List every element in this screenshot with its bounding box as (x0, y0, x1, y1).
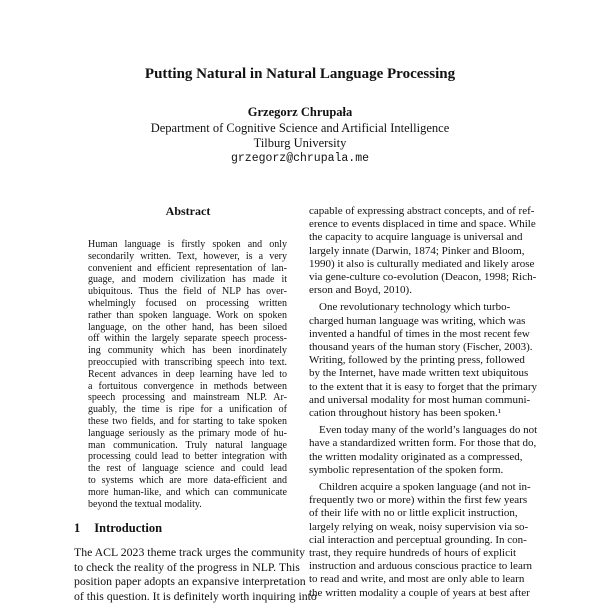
text-line: symbolic representation of the spoken form. (309, 463, 504, 476)
text-line: convenient and efficient representation of lan- (88, 262, 287, 274)
text-line: language seriously as the primary mode of hu- (88, 427, 287, 439)
abstract-heading: Abstract (165, 204, 211, 218)
text-line: and universal modality for most human communi- (309, 393, 531, 406)
text-line: to read and write, and most are only able to learn (309, 573, 525, 586)
intro-heading (74, 521, 176, 536)
author-university: Tilburg University (253, 136, 347, 150)
text-line: have a standardized written form. For those that do, (309, 437, 537, 450)
text-line: Human language is firstly spoken and only (88, 239, 287, 250)
text-line: the written modality a couple of years at best after (309, 586, 530, 599)
text-line: a fortuitous convergence in methods between (88, 380, 287, 392)
text-line: whelmingly focused on processing written (88, 297, 287, 309)
author-name: Grzegorz Chrupała (247, 105, 353, 119)
text-line: thousand years of the human story (Fischer, 2003). (309, 341, 533, 354)
text-line: erence to events displaced in time and space. While (309, 218, 536, 231)
text-line: instruction and arduous conscious practice to learn (309, 560, 532, 573)
author-email[interactable]: grzegorz@chrupala.me (230, 152, 370, 165)
text-line: of this question. It is definitely worth inquiring into (74, 588, 317, 603)
text-line: the capacity to acquire language is universal and (309, 231, 523, 244)
text-line: cation throughout history has been spoken.¹ (309, 407, 502, 420)
text-line: charged human language was writing, which was (309, 314, 526, 327)
text-line: speech processing and mainstream NLP. Ar- (88, 392, 287, 404)
text-line: Even today many of the world’s languages do not (319, 424, 538, 437)
text-line: Recent advances in deep learning have led to (88, 368, 287, 380)
text-line: guage, and modern civilization has made it (88, 274, 287, 286)
text-line: rather than spoken language. Work on spoken (88, 309, 287, 321)
text-line: 1990) it also is culturally mediated and likely arose (309, 257, 535, 270)
text-line: preoccupied with transcribing speech into text. (88, 356, 287, 368)
text-line: The ACL 2023 theme track urges the community (74, 545, 305, 559)
text-line: language, on the other hand, has been siloed (88, 321, 287, 333)
author-department: Department of Cognitive Science and Artificial Intelligence (150, 121, 450, 135)
text-line: off within the largely separate speech process- (88, 333, 287, 345)
text-line: ubiquitous. Thus the field of NLP has over- (88, 286, 287, 298)
abstract-body (88, 239, 287, 510)
intro-body (74, 545, 317, 603)
text-line: Children acquire a spoken language (and not in- (319, 481, 531, 494)
paragraph (309, 301, 537, 420)
text-line: man communication. Truly natural language (88, 439, 287, 451)
text-line: of their life with no or little explicit instruction, (309, 507, 518, 520)
text-line: by the Internet, have made written text ubiquitous (309, 367, 529, 380)
text-line: more human-like, and which can communicate (88, 486, 287, 498)
text-line: One revolutionary technology which turbo- (319, 301, 511, 314)
text-line: Writing, followed by the printing press, followed (309, 354, 525, 367)
text-line: ing community which has been inordinately (88, 345, 287, 357)
text-line: to the extent that it is easy to forget that the primary (309, 380, 537, 393)
section-title: Introduction (94, 521, 163, 535)
text-line: these two fields, and for starting to take spoken (88, 415, 287, 427)
text-line: the written modality originated as a compressed, (309, 450, 523, 463)
text-line: processing could lead to better integration with (88, 451, 287, 463)
text-line: largely relying on weak, noisy supervision via so- (309, 520, 529, 533)
text-line: the rest of language science and could lead (88, 463, 287, 475)
right-column-body (309, 205, 538, 604)
paragraph (309, 205, 537, 297)
paragraph (309, 481, 532, 600)
text-line: capable of expressing abstract concepts, and of ref- (309, 205, 535, 217)
text-line: via gene-culture co-evolution (Deacon, 1998; Rich- (309, 271, 537, 284)
text-line: guably, the time is ripe for a unification of (88, 404, 287, 416)
section-number: 1 (74, 521, 81, 535)
text-line: secondarily written. Text, however, is a very (88, 250, 287, 262)
text-line: frequently two or more) within the first few years (309, 494, 528, 507)
text-line: to check the reality of the progress in NLP. This (74, 559, 300, 574)
paper-title: Putting Natural in Natural Language Processing (144, 66, 456, 82)
paragraph (309, 424, 538, 477)
text-line: to systems which are more data-efficient and (88, 474, 287, 486)
text-line: largely innate (Darwin, 1874; Pinker and Bloom, (309, 244, 525, 257)
text-line: erson and Boyd, 2010). (309, 284, 412, 297)
text-line: beyond the textual modality. (88, 498, 202, 510)
text-line: invented a handful of times in the most recent few (309, 327, 530, 340)
text-line: trast, they require hundreds of hours of explicit (309, 547, 517, 560)
text-line: position paper adopts an expansive interpretation (74, 574, 306, 588)
text-line: cial interaction and perceptual grounding. In con- (309, 533, 527, 546)
